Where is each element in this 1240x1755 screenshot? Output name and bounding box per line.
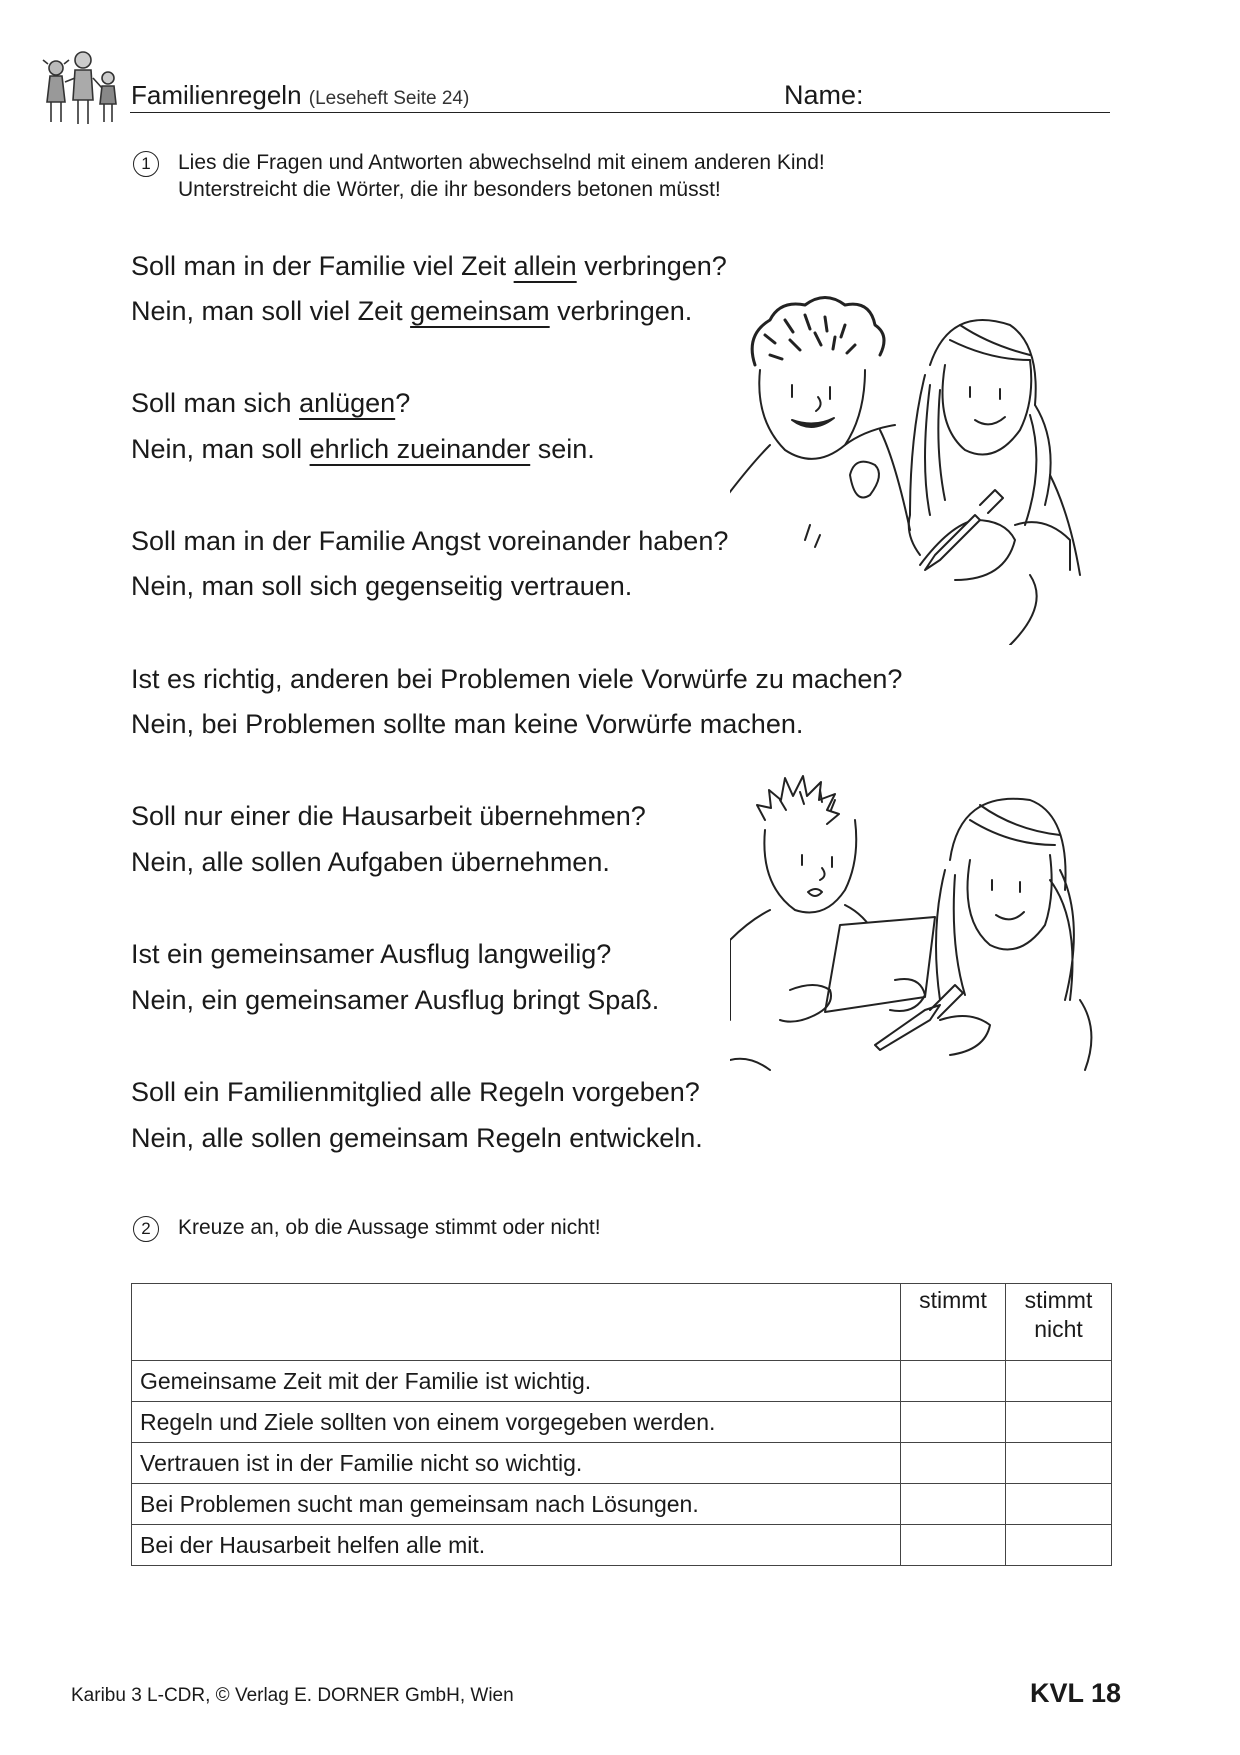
statement-cell: Regeln und Ziele sollten von einem vorgegeben werden. [132,1402,901,1443]
family-logo-icon [40,48,126,128]
task2-instruction: Kreuze an, ob die Aussage stimmt oder nicht! [178,1216,601,1239]
a2-text-b: sein. [530,434,595,464]
q1-text-a: Soll man in der Familie viel Zeit [131,251,514,281]
checkbox-stimmt[interactable] [901,1525,1006,1566]
checkbox-stimmt-nicht[interactable] [1006,1402,1112,1443]
header-statement-cell [132,1284,901,1361]
footer-copyright: Karibu 3 L-CDR, © Verlag E. DORNER GmbH, Wien [71,1685,514,1706]
question-4: Ist es richtig, anderen bei Problemen viele Vorwürfe zu machen? [131,664,903,694]
worksheet-title [131,80,469,111]
table-row [132,1443,1112,1484]
table-row [132,1361,1112,1402]
task1-line-1: Lies die Fragen und Antworten abwechselnd mit einem anderen Kind! [178,151,825,174]
checkbox-stimmt-nicht[interactable] [1006,1443,1112,1484]
answer-7: Nein, alle sollen gemeinsam Regeln entwickeln. [131,1123,703,1153]
a1-underlined: gemeinsam [410,296,550,326]
table-header-row [132,1284,1112,1361]
question-5: Soll nur einer die Hausarbeit übernehmen? [131,801,646,831]
answer-2 [131,434,595,465]
answer-1 [131,296,692,327]
answer-3: Nein, man soll sich gegenseitig vertrauen. [131,571,633,601]
task-number-1: 1 [133,151,159,177]
answer-6: Nein, ein gemeinsamer Ausflug bringt Spaß. [131,985,660,1015]
task1-instruction [178,149,825,203]
title-main: Familienregeln [131,80,302,110]
q2-underlined: anlügen [299,388,396,418]
a2-underlined: ehrlich zueinander [309,434,531,464]
table-row [132,1525,1112,1566]
checkbox-stimmt[interactable] [901,1484,1006,1525]
checkbox-stimmt-nicht[interactable] [1006,1525,1112,1566]
true-false-table [131,1283,1112,1566]
checkbox-stimmt-nicht[interactable] [1006,1361,1112,1402]
question-6: Ist ein gemeinsamer Ausflug langweilig? [131,939,612,969]
statement-cell: Gemeinsame Zeit mit der Familie ist wichtig. [132,1361,901,1402]
q1-text-b: verbringen? [576,251,727,281]
q2-text-b: ? [395,388,411,418]
statement-cell: Bei der Hausarbeit helfen alle mit. [132,1525,901,1566]
q1-underlined: allein [513,251,577,281]
header-stimmt-nicht [1006,1284,1112,1361]
answer-4: Nein, bei Problemen sollte man keine Vorwürfe machen. [131,709,804,739]
footer-page-code: KVL 18 [1030,1678,1122,1708]
a2-text-a: Nein, man soll [131,434,310,464]
header-stimmt-nicht-line-2: nicht [1034,1316,1083,1342]
a1-text-b: verbringen. [549,296,693,326]
checkbox-stimmt[interactable] [901,1361,1006,1402]
q2-text-a: Soll man sich [131,388,300,418]
header-rule [130,112,1110,113]
question-3: Soll man in der Familie Angst voreinander haben? [131,526,729,556]
checkbox-stimmt-nicht[interactable] [1006,1484,1112,1525]
table-row [132,1484,1112,1525]
header-stimmt-nicht-line-1: stimmt [1024,1287,1093,1313]
title-reference: (Leseheft Seite 24) [308,88,470,109]
statement-cell: Bei Problemen sucht man gemeinsam nach Lösungen. [132,1484,901,1525]
question-2 [131,388,410,419]
task1-line-2: Unterstreicht die Wörter, die ihr besonders betonen müsst! [178,178,721,201]
statement-cell: Vertrauen ist in der Familie nicht so wichtig. [132,1443,901,1484]
header-stimmt: stimmt [901,1284,1006,1361]
illustration-children-reading [730,760,1120,1080]
answer-5: Nein, alle sollen Aufgaben übernehmen. [131,847,610,877]
question-1 [131,251,727,282]
name-label: Name: [784,80,864,110]
table-row [132,1402,1112,1443]
a1-text-a: Nein, man soll viel Zeit [131,296,411,326]
checkbox-stimmt[interactable] [901,1443,1006,1484]
illustration-children-writing [730,295,1100,645]
checkbox-stimmt[interactable] [901,1402,1006,1443]
question-7: Soll ein Familienmitglied alle Regeln vorgeben? [131,1077,700,1107]
task-number-2: 2 [133,1216,159,1242]
